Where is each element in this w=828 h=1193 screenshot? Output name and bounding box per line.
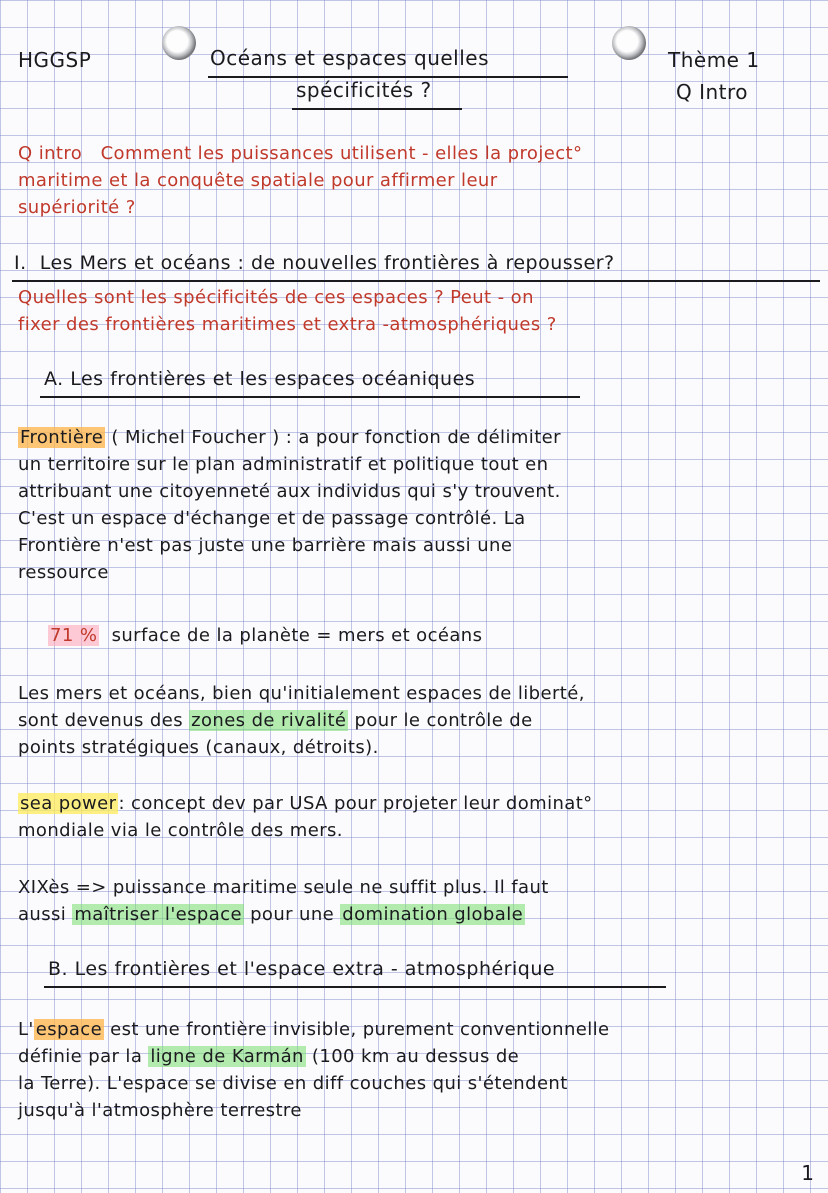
space-line-1a: L' bbox=[18, 1019, 34, 1040]
rivalry-line-3: points stratégiques (canaux, détroits). bbox=[18, 737, 379, 758]
page-number: 1 bbox=[801, 1161, 814, 1185]
theme-label: Thème 1 bbox=[668, 48, 760, 72]
stat-value: 71 % bbox=[50, 625, 98, 646]
space-line-2a: définie par la bbox=[18, 1046, 149, 1067]
question-label: Q Intro bbox=[676, 80, 749, 104]
page-title-line1: Océans et espaces quelles bbox=[210, 46, 490, 70]
xix-highlight-2: domination globale bbox=[342, 904, 524, 925]
definition-line-6: ressource bbox=[18, 562, 109, 583]
definition-line-1: ( Michel Foucher ) : a pour fonction de délimiter bbox=[111, 427, 561, 448]
karman-highlight: ligne de Karmán bbox=[150, 1046, 304, 1067]
title-underline-2 bbox=[292, 108, 462, 110]
section1-sub-line2: fixer des frontières maritimes et extra -atmosphériques ? bbox=[18, 314, 557, 335]
definition-line-2: un territoire sur le plan administratif et politique tout en bbox=[18, 454, 549, 475]
seapower-term: sea power bbox=[20, 793, 117, 814]
intro-question bbox=[18, 140, 818, 221]
page-title-line2: spécificités ? bbox=[296, 78, 432, 102]
space-line-3: la Terre). L'espace se divise en diff couches qui s'étendent bbox=[18, 1073, 568, 1094]
section1-underline bbox=[12, 280, 820, 282]
section1-title-text: Les Mers et océans : de nouvelles frontières à repousser? bbox=[39, 252, 615, 274]
rivalry-line-2a: sont devenus des bbox=[18, 710, 190, 731]
definition-line-4: C'est un espace d'échange et de passage contrôlé. La bbox=[18, 508, 526, 529]
rivalry-line-1: Les mers et océans, bien qu'initialement espaces de liberté, bbox=[18, 683, 585, 704]
subject-label: HGGSP bbox=[18, 48, 92, 72]
binder-hole-right bbox=[612, 26, 646, 60]
section1-prefix: I bbox=[14, 252, 21, 274]
definition-line-3: attribuant une citoyenneté aux individus qui s'y trouvent. bbox=[18, 481, 561, 502]
sectionB-underline bbox=[44, 986, 666, 988]
seapower-paragraph bbox=[18, 790, 818, 844]
space-line-1b: est une frontière invisible, purement conventionnelle bbox=[104, 1019, 610, 1040]
intro-line1: Comment les puissances utilisent - elles la project° bbox=[100, 143, 583, 164]
xix-line-2a: aussi bbox=[18, 904, 73, 925]
sectionB-title: B. Les frontières et l'espace extra - atmosphérique bbox=[48, 958, 556, 980]
rivalry-paragraph bbox=[18, 680, 818, 761]
sectionA-underline bbox=[40, 396, 580, 398]
section1-sub-line1: Quelles sont les spécificités de ces espaces ? Peut - on bbox=[18, 287, 534, 308]
definition-term: Frontière bbox=[20, 427, 104, 448]
xix-highlight-1: maîtriser l'espace bbox=[74, 904, 242, 925]
xix-line-2b: pour une bbox=[243, 904, 341, 925]
intro-line2: maritime et la conquête spatiale pour affirmer leur bbox=[18, 170, 498, 191]
space-highlight: espace bbox=[35, 1019, 103, 1040]
sectionA-title: A. Les frontières et les espaces océaniques bbox=[44, 368, 476, 390]
intro-label: Q intro bbox=[18, 143, 83, 164]
stat-text: surface de la planète = mers et océans bbox=[111, 625, 483, 646]
seapower-line-1: : concept dev par USA pour projeter leur dominat° bbox=[118, 793, 593, 814]
space-line-4: jusqu'à l'atmosphère terrestre bbox=[18, 1100, 302, 1121]
space-line-2b: (100 km au dessus de bbox=[305, 1046, 520, 1067]
xix-paragraph bbox=[18, 874, 818, 928]
intro-line3: supériorité ? bbox=[18, 197, 136, 218]
section1-title: I. Les Mers et océans : de nouvelles frontières à repousser? bbox=[14, 252, 615, 274]
definition-line-5: Frontière n'est pas juste une barrière mais aussi une bbox=[18, 535, 513, 556]
frontier-definition bbox=[18, 424, 818, 586]
section1-subquestions bbox=[18, 284, 818, 338]
space-paragraph bbox=[18, 1016, 818, 1124]
rivalry-highlight: zones de rivalité bbox=[191, 710, 347, 731]
xix-line-1: XIXès => puissance maritime seule ne suffit plus. Il faut bbox=[18, 877, 549, 898]
seapower-line-2: mondiale via le contrôle des mers. bbox=[18, 820, 343, 841]
binder-hole-left bbox=[162, 26, 196, 60]
ocean-stat bbox=[48, 622, 808, 649]
rivalry-line-2b: pour le contrôle de bbox=[348, 710, 533, 731]
